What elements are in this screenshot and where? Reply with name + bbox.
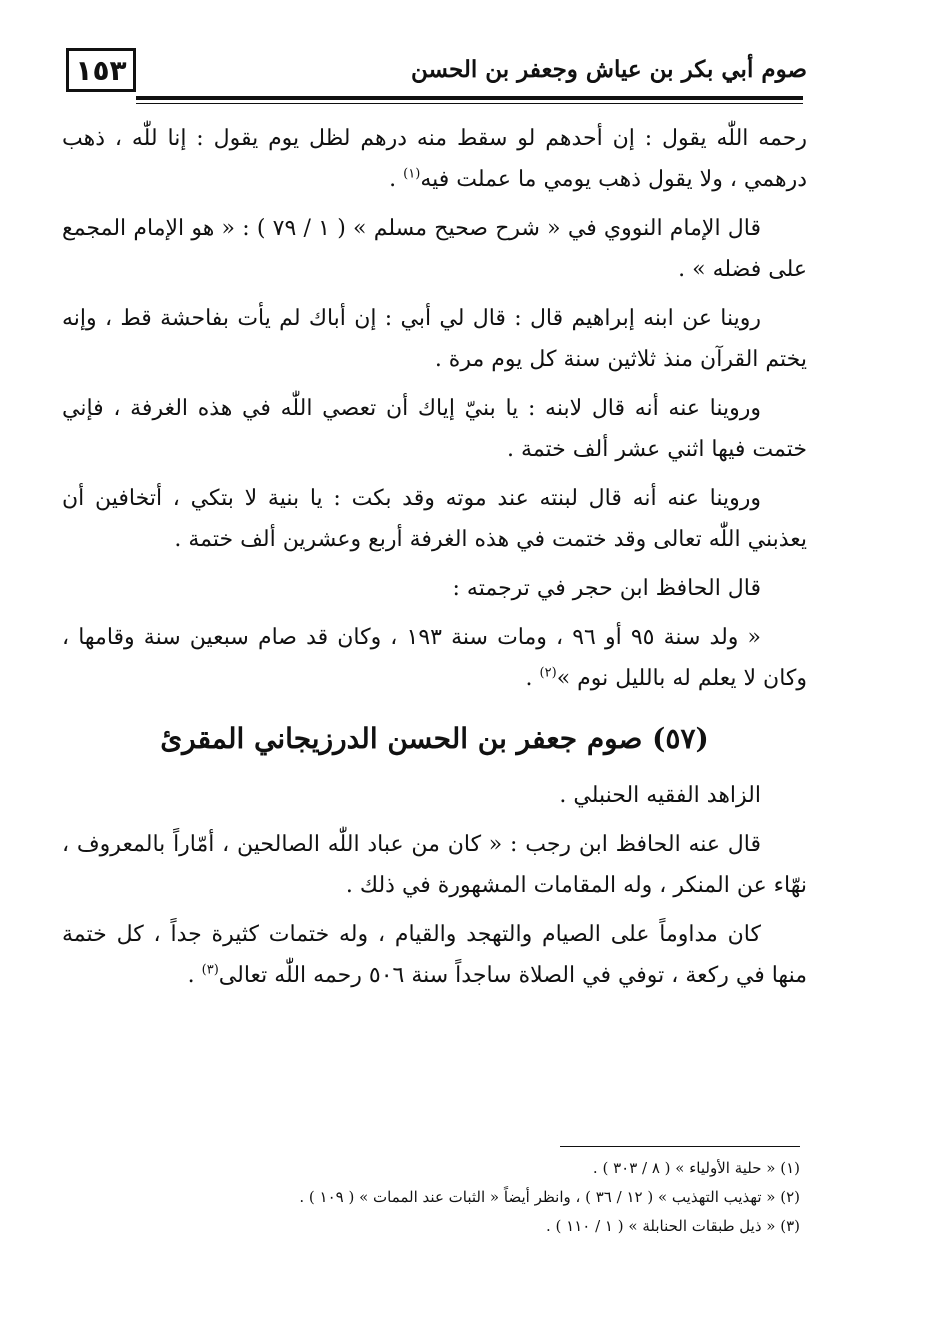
footnote-separator: [560, 1146, 800, 1147]
paragraph-5: وروينا عنه أنه قال لبنته عند موته وقد بكت : يا بنية لا بتكي ، أتخافين أن يعذبني اللّٰه تعالى وقد ختمت في هذه الغرفة أربع وعشرين ألف ختمة .: [62, 486, 807, 552]
footnote-3: (٣) « ذيل طبقات الحنابلة » ( ١ / ١١٠ ) .: [546, 1217, 800, 1235]
paragraph-1: [62, 118, 807, 200]
paragraph-end: .: [389, 167, 404, 192]
paragraph-4: وروينا عنه أنه قال لابنه : يا بنيّ إياك أن تعصي اللّٰه في هذه الغرفة ، فإني ختمت فيها اثني عشر ألف ختمة .: [62, 396, 807, 462]
paragraph-text: رحمه اللّٰه يقول : إن أحدهم لو سقط منه درهم لظل يوم يقول : إنا للّٰه ، ذهب درهمي ، ولا يقول ذهب يومي ما عملت فيه: [62, 126, 807, 192]
paragraph-10: [62, 914, 807, 996]
paragraph-7: [62, 617, 807, 699]
paragraph-2: قال الإمام النووي في « شرح صحيح مسلم » ( ١ / ٧٩ ) : « هو الإمام المجمع على فضله » .: [62, 216, 807, 282]
running-title: صوم أبي بكر بن عياش وجعفر بن الحسن: [410, 56, 807, 83]
paragraph-end: .: [187, 963, 202, 988]
page-number: ١٥٣: [66, 48, 136, 92]
section-heading: (٥٧) صوم جعفر بن الحسن الدرزيجاني المقرئ: [160, 722, 709, 755]
footnote-2: (٢) « تهذيب التهذيب » ( ١٢ / ٣٦ ) ، وانظر أيضاً « الثبات عند الممات » ( ١٠٩ ) .: [299, 1188, 800, 1206]
footnotes: [100, 1154, 800, 1241]
quote-text: « ولد سنة ٩٥ أو ٩٦ ، ومات سنة ١٩٣ ، وكان قد صام سبعين سنة وقامها ، وكان لا يعلم له بالليل نوم »: [62, 625, 807, 691]
footnote-ref-3: (٣): [201, 962, 219, 978]
footnote-1: (١) « حلية الأولياء » ( ٨ / ٣٠٣ ) .: [592, 1159, 800, 1177]
paragraph-3: روينا عن ابنه إبراهيم قال : قال لي أبي : إن أباك لم يأت بفاحشة قط ، وإنه يختم القرآن منذ ثلاثين سنة كل يوم مرة .: [62, 306, 807, 372]
header-rule: [136, 96, 803, 100]
paragraph-9: قال عنه الحافظ ابن رجب : « كان من عباد اللّٰه الصالحين ، أمّاراً بالمعروف ، نهّاء عن المنكر ، وله المقامات المشهورة في ذلك .: [62, 832, 807, 898]
footnote-ref-1: (١): [403, 166, 421, 182]
paragraph-6: قال الحافظ ابن حجر في ترجمته :: [452, 576, 761, 601]
paragraph-text: كان مداوماً على الصيام والتهجد والقيام ، وله ختمات كثيرة جداً ، كل ختمة منها في ركعة ، توفي في الصلاة ساجداً سنة ٥٠٦ رحمه اللّٰه تعالى: [62, 922, 807, 988]
main-text: [62, 118, 807, 1004]
paragraph-8: الزاهد الفقيه الحنبلي .: [559, 783, 761, 808]
header-rule-thin: [136, 103, 803, 104]
footnote-ref-2: (٢): [539, 665, 557, 681]
paragraph-end: .: [525, 666, 540, 691]
